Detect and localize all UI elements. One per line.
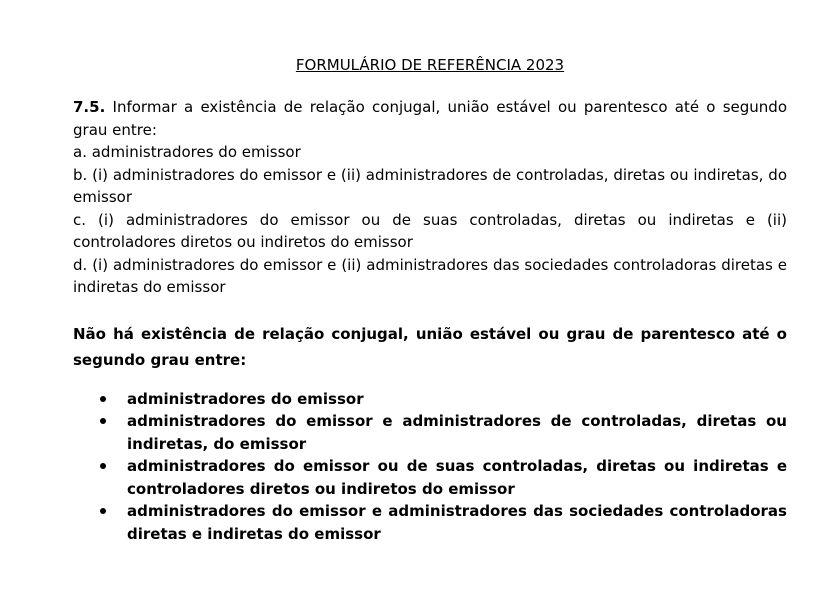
bullet-dot-icon	[100, 396, 106, 402]
answer-text: Não há existência de relação conjugal, união estável ou grau de parentesco até o segundo grau entre:	[73, 324, 787, 369]
answer-bullet-text: administradores do emissor e administradores das sociedades controladoras diretas e indiretas do emissor	[127, 502, 787, 543]
bullet-dot-icon	[100, 508, 106, 514]
bullet-dot-icon	[100, 418, 106, 424]
question-text: Informar a existência de relação conjugal, união estável ou parentesco até o segundo grau entre:	[73, 98, 787, 139]
bullet-dot-icon	[100, 463, 106, 469]
answer-bullet-3	[127, 455, 787, 500]
page-title: FORMULÁRIO DE REFERÊNCIA 2023	[295, 56, 565, 74]
answer-bullet-text: administradores do emissor	[127, 389, 364, 408]
question-item-d: d. (i) administradores do emissor e (ii) administradores das sociedades controladoras diretas e indiretas do emissor	[73, 255, 787, 296]
question-intro	[73, 96, 787, 141]
question-number: 7.5.	[73, 98, 106, 116]
answer-bullet-list	[73, 388, 787, 546]
document-body	[73, 96, 787, 545]
answer-bullet-2	[127, 410, 787, 455]
question-item-c: c. (i) administradores do emissor ou de suas controladas, diretas ou indiretas e (ii) controladores diretos ou indiretos do emissor	[73, 210, 787, 251]
question-item-b: b. (i) administradores do emissor e (ii) administradores de controladas, diretas ou indiretas, do emissor	[73, 165, 787, 206]
answer-bullet-1	[127, 388, 787, 411]
answer-bullet-4	[127, 500, 787, 545]
question-item-a: a. administradores do emissor	[73, 143, 301, 161]
answer-bullet-text: administradores do emissor ou de suas controladas, diretas ou indiretas e controladores diretos ou indiretos do emissor	[127, 457, 787, 498]
answer-bullet-text: administradores do emissor e administradores de controladas, diretas ou indiretas, do emissor	[127, 412, 787, 453]
